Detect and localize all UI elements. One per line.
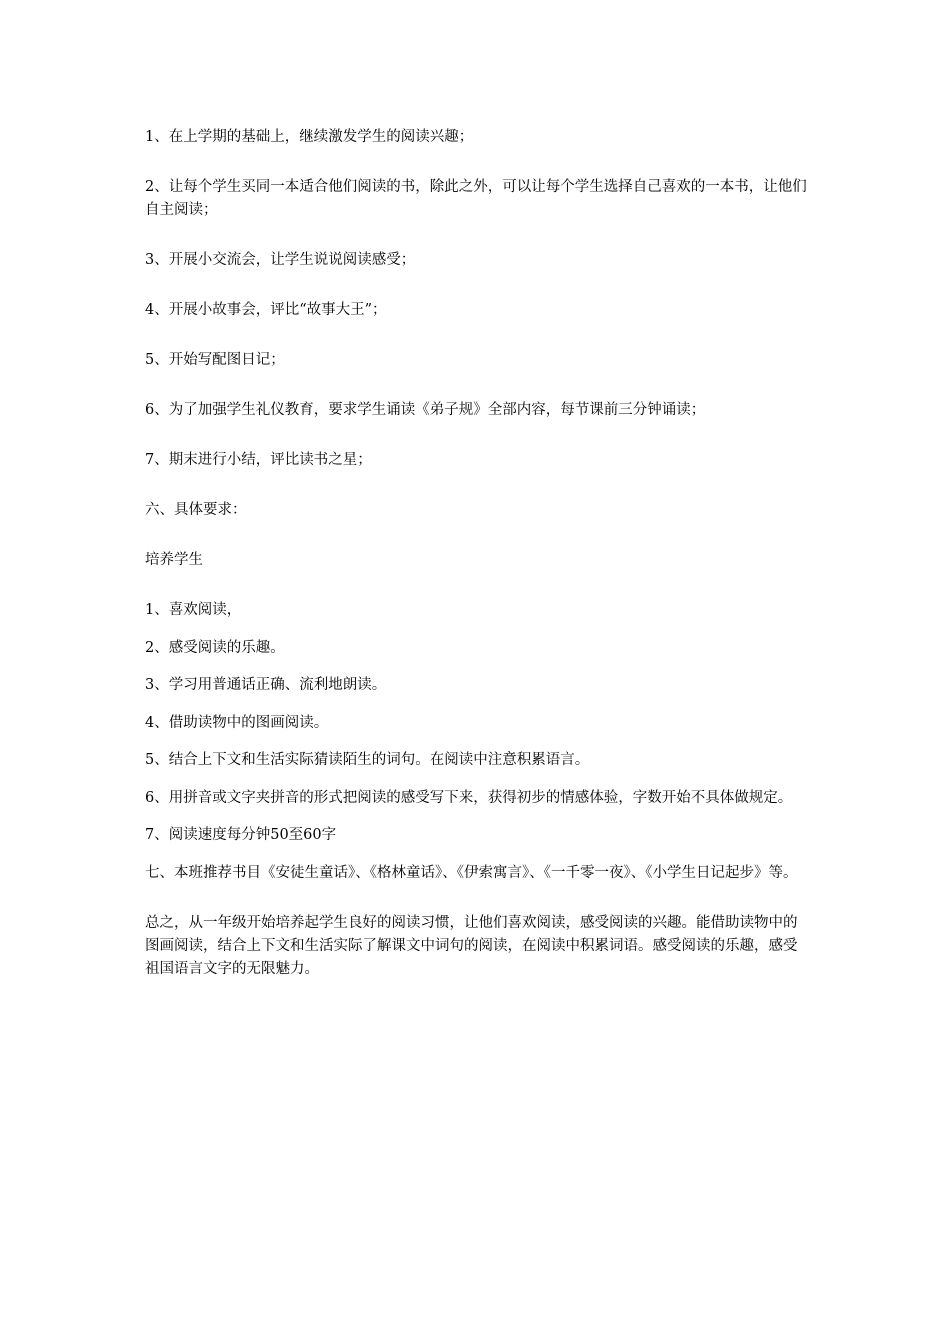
requirement-item-3: 3、学习用普通话正确、流利地朗读。 [145,677,387,693]
requirement-item-1: 1、喜欢阅读， [145,602,242,618]
requirement-item-5: 5、结合上下文和生活实际猜读陌生的词句。在阅读中注意积累语言。 [145,752,590,768]
recommended-books: 七、本班推荐书目《安徒生童话》、《格林童话》、《伊索寓言》、《一千零一夜》、《小学生日记起步》等。 [145,864,798,881]
document-body [145,126,810,1008]
plan-item-5: 5、开始写配图日记； [145,352,285,368]
plan-item-4: 4、开展小故事会，评比“故事大王”； [145,302,387,318]
conclusion-paragraph: 总之，从一年级开始培养起学生良好的阅读习惯，让他们喜欢阅读，感受阅读的兴趣。能借助读物中的图画阅读，结合上下文和生活实际了解课文中词句的阅读，在阅读中积累词语。感受阅读的乐趣，感受祖国语言文字的无限魅力。 [145,914,798,977]
section-subheading: 培养学生 [145,552,203,568]
requirement-item-6: 6、用拼音或文字夹拼音的形式把阅读的感受写下来，获得初步的情感体验，字数开始不具体做规定。 [145,789,793,806]
requirements-list [145,599,810,885]
plan-item-2: 2、让每个学生买同一本适合他们阅读的书，除此之外，可以让每个学生选择自己喜欢的一本书，让他们自主阅读； [145,179,807,218]
plan-item-7: 7、期末进行小结，评比读书之星； [145,452,372,468]
plan-item-1: 1、在上学期的基础上，继续激发学生的阅读兴趣； [145,129,474,145]
requirement-item-7: 7、阅读速度每分钟50至60字 [145,827,337,843]
section-heading: 六、具体要求： [145,502,247,518]
plan-item-6: 6、为了加强学生礼仪教育，要求学生诵读《弟子规》全部内容，每节课前三分钟诵读； [145,402,706,418]
plan-item-3: 3、开展小交流会，让学生说说阅读感受； [145,252,416,268]
requirement-item-2: 2、感受阅读的乐趣。 [145,639,285,656]
requirement-item-4: 4、借助读物中的图画阅读。 [145,714,329,731]
